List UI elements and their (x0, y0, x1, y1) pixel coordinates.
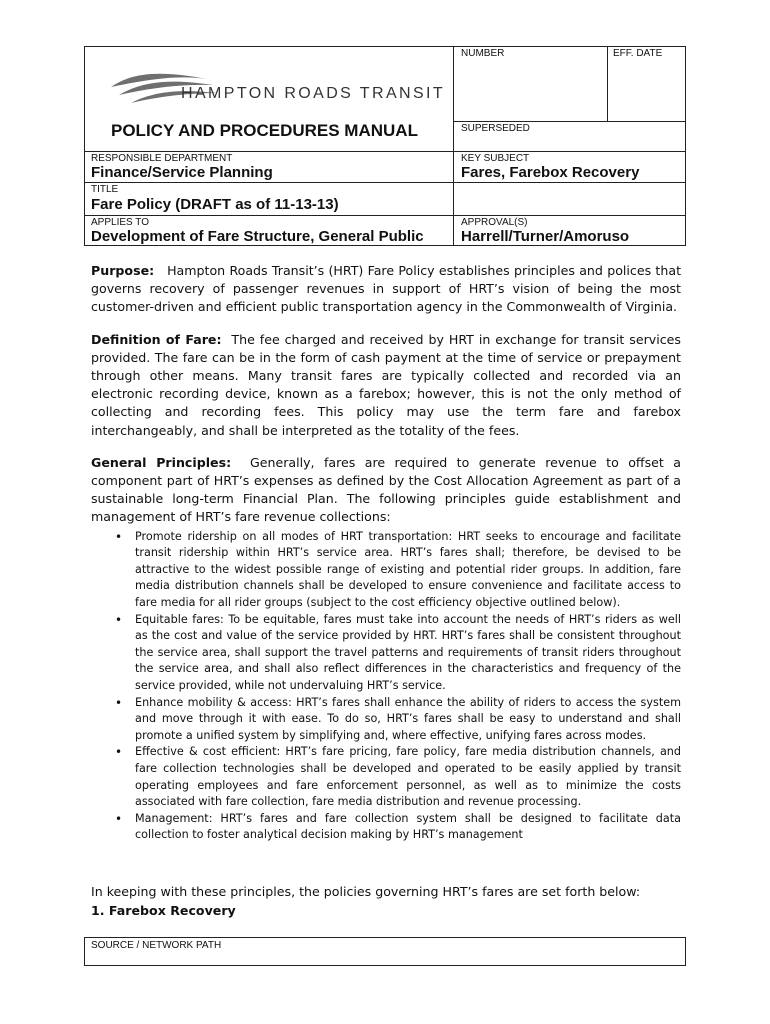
number-label: NUMBER (461, 48, 505, 59)
purpose-text: Hampton Roads Transit’s (HRT) Fare Policy establishes principles and polices that governs recovery of passenger revenues in support of HRT’s vision of being the most customer-driven and efficient public transportation agency in the Commonwealth of Virginia. (91, 263, 682, 315)
list-item: • Promote ridership on all modes of HRT transportation: HRT seeks to encourage and facilitate transit ridership within HRT’s service area. HRT’s fares shall; therefore, be devised to be attractive to the widest possible range of existing and potential rider groups. In addition, fare media distribution channels shall be developed to ensure convenience and facilitate access to fare media for all rider groups (subject to the cost efficiency objective outlined below). (135, 529, 681, 612)
applies-to-label: APPLIES TO (91, 217, 149, 228)
definition-text: The fee charged and received by HRT in exchange for transit services provided. The fare can be in the form of cash payment at the time of service or prepayment through other means. Many transit fares are typically collected and recorded via an electronic recording device, known as a farebox; however, this is not the only method of collecting and recording fees. This policy may use the term fare and farebox interchangeably, and shall be interpreted as the totality of the fees. (91, 331, 681, 438)
list-item: • Enhance mobility & access: HRT’s fares shall enhance the ability of riders to access the system and move through it with ease. To do so, HRT’s fares shall be easy to understand and shall promote a unified system by simplifying and, where effective, unifying fares across modes. (135, 695, 681, 745)
list-item: • Effective & cost efficient: HRT’s fare pricing, fare policy, fare media distribution channels, and fare collection technologies shall be developed and operated to be easily applied by transit operating employees and fare enforcement personnel, as well as to minimize the costs associated with fare collection, fare media distribution and revenue processing. (135, 744, 681, 810)
source-path-label: SOURCE / NETWORK PATH (91, 940, 222, 951)
source-path-box (84, 937, 686, 966)
closing-section (91, 883, 681, 920)
eff-date-label: EFF. DATE (613, 48, 663, 59)
manual-title: POLICY AND PROCEDURES MANUAL (111, 121, 418, 140)
header-divider-effdate (607, 47, 608, 121)
closing-text: In keeping with these principles, the policies governing HRT’s fares are set forth below: (91, 884, 641, 899)
definition-paragraph (91, 331, 681, 440)
header-divider-superseded (453, 121, 686, 122)
header-divider-vertical (453, 47, 454, 246)
general-principles-text: Generally, fares are required to generate revenue to offset a component part of HRT’s expenses as defined by the Cost Allocation Agreement as part of a sustainable long-term Financial Plan. The following principles guide establishment and management of HRT’s fare revenue collections: (91, 454, 681, 525)
key-subject-label: KEY SUBJECT (461, 153, 530, 164)
header-divider-2 (85, 182, 686, 183)
list-item: • Management: HRT’s fares and fare collection system shall be designed to facilitate data collection to foster analytical decision making by HRT’s management (135, 811, 681, 844)
purpose-heading: Purpose: (91, 263, 155, 278)
approvals-value: Harrell/Turner/Amoruso (461, 228, 630, 245)
general-principles-heading: General Principles: (91, 454, 232, 470)
title-label: TITLE (91, 184, 119, 195)
responsible-department-value: Finance/Service Planning (91, 164, 273, 181)
title-value: Fare Policy (DRAFT as of 11-13-13) (91, 196, 339, 213)
general-principles-paragraph (91, 454, 681, 527)
logo-wordmark: HAMPTON ROADS TRANSIT (181, 85, 446, 102)
document-header-table (84, 46, 686, 246)
responsible-department-label: RESPONSIBLE DEPARTMENT (91, 153, 233, 164)
superseded-label: SUPERSEDED (461, 123, 530, 134)
principles-list (91, 529, 681, 844)
header-divider-3 (85, 215, 686, 216)
applies-to-value: Development of Fare Structure, General Public (91, 228, 424, 245)
list-item: • Equitable fares: To be equitable, fares must take into account the needs of HRT’s riders as well as the cost and value of the service provided by HRT. HRT’s fares shall be consistent throughout the service area, shall support the travel patterns and requirements of transit riders throughout the service area, and shall also reflect differences in the characteristics and frequency of the service provided, while not undervaluing HRT’s service. (135, 612, 681, 695)
definition-heading: Definition of Fare: (91, 331, 222, 347)
section-heading-farebox: 1. Farebox Recovery (91, 902, 236, 918)
purpose-paragraph (91, 262, 681, 317)
policy-body (91, 262, 681, 844)
key-subject-value: Fares, Farebox Recovery (461, 164, 640, 181)
header-divider-1 (85, 151, 686, 152)
approvals-label: APPROVAL(S) (461, 217, 528, 228)
